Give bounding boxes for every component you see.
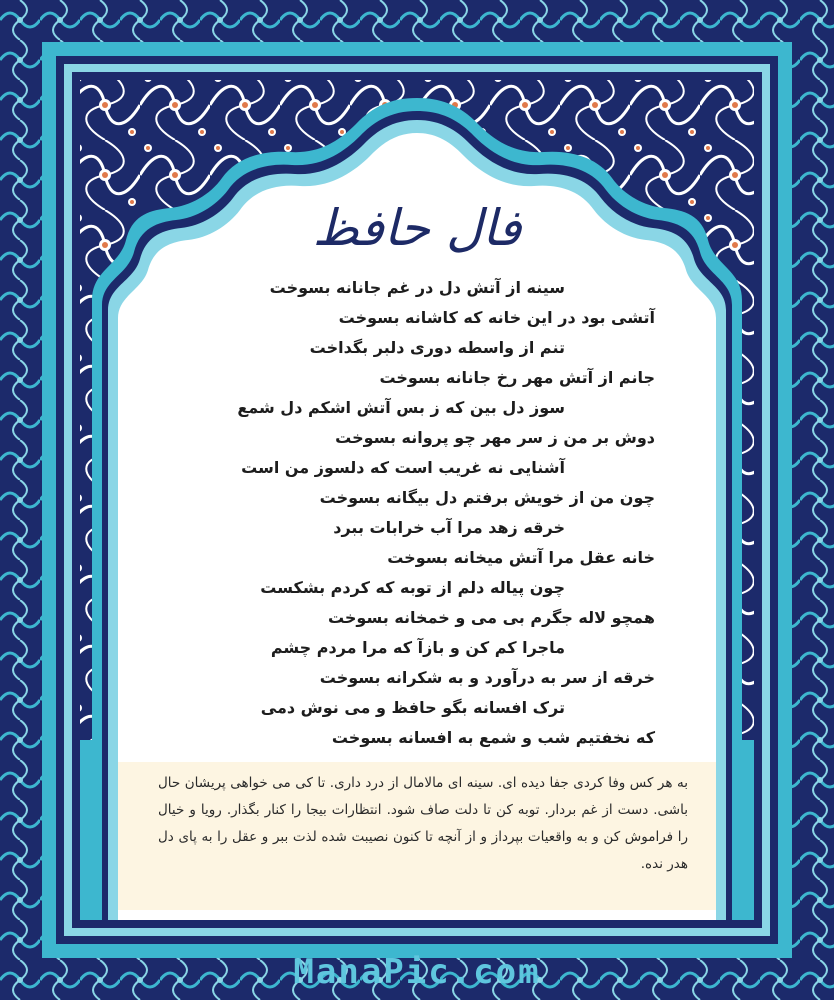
verse-line: که نخفتیم شب و شمع به افسانه بسوخت xyxy=(331,728,655,747)
page-title: فال حافظ xyxy=(312,199,522,257)
verse-line: چون من از خویش برفتم دل بیگانه بسوخت xyxy=(319,488,655,507)
verse-line: آشنایی نه غریب است که دلسوز من است xyxy=(241,458,565,477)
verse-line: خانه عقل مرا آتش میخانه بسوخت xyxy=(387,548,655,567)
interpretation-text: به هر کس وفا کردی جفا دیده ای. سینه ای مالامال از درد داری. تا کی می خواهی پریشان حال باشی. دست از غم بردار. توبه کن تا دلت صاف شود. انتظارات بیجا را کنار بگذار. رویا و خیال را فراموش کن و به واقعیات بپرداز و از آنچه تا کنون نصیبت شده لذت ببر و عقل را به پای دل هدر نده. xyxy=(158,775,688,872)
verse-line: تنم از واسطه دوری دلبر بگداخت xyxy=(309,338,565,357)
verse-line: آتشی بود در این خانه که کاشانه بسوخت xyxy=(338,308,655,327)
verse-line: ماجرا کم کن و بازآ که مرا مردم چشم xyxy=(270,638,565,657)
verse-line: خرقه از سر به درآورد و به شکرانه بسوخت xyxy=(319,668,655,687)
verse-line: دوش بر من ز سر مهر چو پروانه بسوخت xyxy=(335,428,655,447)
watermark: ManaPic.com xyxy=(293,952,541,992)
verse-line: چون پیاله دلم از توبه که کردم بشکست xyxy=(260,578,565,597)
verse-line: ترک افسانه بگو حافظ و می نوش دمی xyxy=(260,698,565,717)
poem xyxy=(140,276,700,761)
verse-line: سینه از آتش دل در غم جانانه بسوخت xyxy=(269,278,565,297)
verse-line: همچو لاله جگرم بی می و خمخانه بسوخت xyxy=(327,608,655,627)
verse-line: سوز دل بین که ز بس آتش اشکم دل شمع xyxy=(237,398,565,417)
verse-line: خرقه زهد مرا آب خرابات ببرد xyxy=(333,518,565,537)
verse-line: جانم از آتش مهر رخ جانانه بسوخت xyxy=(379,368,655,387)
